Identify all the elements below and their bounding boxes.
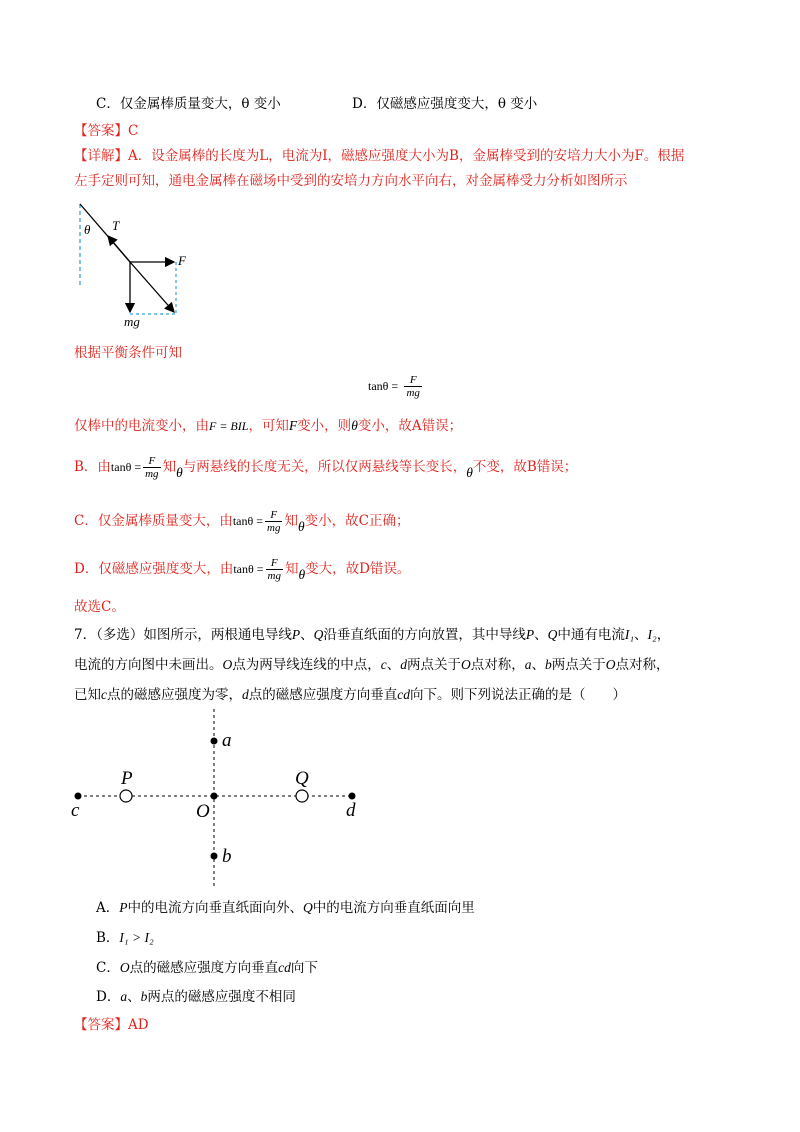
point-c: [75, 793, 82, 800]
q7-sep4: 、: [386, 657, 401, 673]
exp-c-pre: C．仅金属棒质量变大，由: [74, 513, 233, 529]
exp-c-theta: θ: [297, 519, 305, 534]
q7-d2: d: [242, 687, 249, 702]
q7-d1: d: [400, 657, 407, 672]
q7-o1: O: [222, 657, 233, 672]
exp-b-pre: B．由: [74, 459, 111, 475]
detail-line-2: 左手定则可知，通电金属棒在磁场中受到的安培力方向水平向右，对金属棒受力分析如图所示: [74, 173, 628, 189]
choice-c-post: 向下: [290, 960, 318, 976]
exp-a-post: 变小，故A错误；: [357, 418, 463, 434]
gravity-label: mg: [124, 314, 140, 329]
q7-l1c: 中通有电流: [557, 627, 625, 643]
explanation-b: [74, 450, 577, 484]
exp-b-fraction: [143, 455, 160, 480]
wire-q: [296, 790, 308, 802]
option-d-top: D．仅磁感应强度变大，θ 变小: [352, 96, 538, 112]
q7-sep5: 、: [531, 657, 545, 673]
detail-tag: 【详解】: [74, 148, 128, 164]
formula-lhs: tanθ =: [368, 379, 399, 393]
exp-b-num: F: [143, 455, 160, 468]
choice-a-pre: A．: [96, 900, 120, 916]
point-b: [211, 853, 218, 860]
formula-fraction: [404, 374, 421, 399]
choice-c-pre: C．: [96, 960, 120, 976]
choice-a: [96, 898, 475, 918]
exp-c-den: mg: [267, 522, 281, 534]
exp-b-post: 与两悬线的长度无关，所以仅两悬线等长变长，: [182, 459, 467, 475]
q7-o2: O: [461, 657, 471, 672]
q7-p1: P: [291, 627, 301, 642]
exp-d-num: F: [266, 557, 283, 570]
q7-sep2: 、: [534, 627, 548, 643]
q7-line-2: [74, 655, 670, 675]
choice-a-q: Q: [303, 900, 313, 915]
point-diagram: [66, 705, 376, 890]
choice-a-post: 中的电流方向垂直纸面向里: [312, 900, 475, 916]
exp-b-den: mg: [145, 468, 159, 480]
q7-line-3: [74, 685, 626, 705]
resultant-arrow: [130, 262, 174, 312]
choice-d-a: a: [120, 989, 128, 1004]
formula-denominator: mg: [406, 387, 420, 399]
force-label: F: [178, 253, 186, 268]
q7-sep3: 、: [634, 627, 648, 643]
choice-d: [96, 987, 296, 1007]
exp-d-theta: θ: [298, 567, 306, 582]
choice-d-pre: D．: [96, 989, 121, 1005]
exp-a-pre: 仅棒中的电流变小，由: [74, 418, 209, 434]
label-p: P: [121, 768, 133, 789]
q7-cd: cd: [397, 687, 410, 702]
exp-c-num: F: [265, 509, 282, 522]
answer2-tag: 【答案】: [74, 1017, 128, 1033]
q7-a1: a: [524, 657, 532, 672]
exp-a-var: F: [288, 418, 298, 433]
exp-b-end: 不变，故B错误；: [472, 459, 578, 475]
choice-b: [96, 928, 154, 948]
q7-c1: c: [380, 657, 387, 672]
conclusion: 故选C。: [74, 599, 125, 615]
q7-c2: c: [101, 687, 107, 702]
option-c-top: C．仅金属棒质量变大，θ 变小: [96, 96, 281, 112]
answer-value: C: [128, 123, 139, 139]
label-o: O: [196, 801, 210, 822]
q7-line-1: [74, 625, 670, 645]
q7-sep1: 、: [300, 627, 314, 643]
q7-l2c: 点对称，: [470, 657, 525, 673]
q7-i2: I₂: [647, 627, 657, 642]
q7-l3b: 点的磁感应强度为零，: [107, 687, 242, 703]
exp-b-lhs: tanθ =: [110, 460, 142, 474]
exp-a-mid: ，可知: [248, 418, 289, 434]
exp-d-mid: 知: [284, 561, 299, 577]
exp-c-post: 变小，故C正确；: [304, 513, 410, 529]
choice-d-sep: 、: [127, 989, 141, 1005]
q7-i1: I₁: [624, 627, 635, 642]
q7-l3a: 已知: [74, 687, 101, 703]
exp-b-mid: 知: [162, 459, 177, 475]
choice-d-b: b: [140, 989, 148, 1004]
q7-l2pre: 电流的方向图中未画出。: [74, 657, 223, 673]
q7-l2d: 两点关于: [551, 657, 606, 673]
q7-l1end: ，: [656, 627, 671, 643]
answer-tag: 【答案】: [74, 123, 128, 139]
choice-c-o: O: [119, 960, 130, 975]
detail-text-1: A．设金属棒的长度为L，电流为I，磁感应强度大小为B，金属棒受到的安培力大小为F。根据: [128, 148, 685, 164]
choice-b-pre: B．: [96, 930, 120, 946]
choice-c-cd: cd: [278, 960, 291, 975]
exp-b-theta: θ: [176, 465, 183, 480]
choice-c-mid: 点的磁感应强度方向垂直: [129, 960, 279, 976]
point-a: [211, 738, 218, 745]
exp-c-lhs: tanθ =: [232, 514, 264, 528]
q7-q2: Q: [547, 627, 558, 642]
exp-b-theta2: θ: [466, 465, 473, 480]
equilibrium-text: 根据平衡条件可知: [74, 345, 182, 361]
tension-arrow: [108, 236, 130, 262]
force-diagram: [68, 198, 198, 330]
exp-d-pre: D．仅磁感应强度变大，由: [74, 561, 234, 577]
q7-o3: O: [605, 657, 616, 672]
exp-a-theta: θ: [351, 418, 358, 433]
q7-b1: b: [545, 657, 552, 672]
q7-l3d: 向下。则下列说法正确的是（ ）: [410, 687, 626, 703]
detail-line-1: [74, 146, 684, 166]
label-q: Q: [295, 768, 309, 789]
q7-l3c: 点的磁感应强度方向垂直: [248, 687, 398, 703]
wire-p: [120, 790, 132, 802]
answer-1: [74, 121, 138, 141]
explanation-a: [74, 416, 462, 436]
point-o: [211, 793, 218, 800]
choice-d-post: 两点的磁感应强度不相同: [147, 989, 296, 1005]
label-c: c: [71, 800, 80, 821]
tan-formula: [368, 368, 424, 404]
theta-label: θ: [84, 222, 91, 237]
answer2-value: AD: [128, 1017, 149, 1033]
q7-l2e: 点对称，: [615, 657, 670, 673]
label-b: b: [222, 846, 232, 867]
q7-q1: Q: [313, 627, 324, 642]
exp-d-fraction: [266, 557, 283, 582]
q7-l2a: 点为两导线连线的中点，: [232, 657, 381, 673]
label-a: a: [222, 730, 232, 751]
choice-a-mid: 中的电流方向垂直纸面向外、: [127, 900, 303, 916]
choice-a-p: P: [119, 900, 128, 915]
q7-l1b: 沿垂直纸面的方向放置，其中导线: [323, 627, 526, 643]
tension-label: T: [112, 218, 120, 233]
exp-c-fraction: [265, 509, 282, 534]
answer-2: [74, 1015, 149, 1035]
exp-d-lhs: tanθ =: [233, 562, 264, 576]
exp-d-post: 变大，故D错误。: [305, 561, 411, 577]
formula-numerator: F: [404, 374, 421, 387]
exp-a-mid2: 变小，则: [297, 418, 352, 434]
explanation-d: [74, 552, 410, 586]
point-d: [349, 793, 356, 800]
q7-l1a: 7．（多选）如图所示，两根通电导线: [74, 627, 292, 643]
label-d: d: [346, 800, 356, 821]
exp-d-den: mg: [267, 570, 281, 582]
exp-c-mid: 知: [284, 513, 298, 529]
q7-l2b: 两点关于: [407, 657, 461, 673]
exp-a-eq: F = BIL: [209, 419, 249, 433]
choice-c: [96, 958, 318, 978]
choice-b-expr: I₁ > I₂: [119, 930, 154, 945]
explanation-c: [74, 504, 409, 538]
q7-p2: P: [525, 627, 535, 642]
